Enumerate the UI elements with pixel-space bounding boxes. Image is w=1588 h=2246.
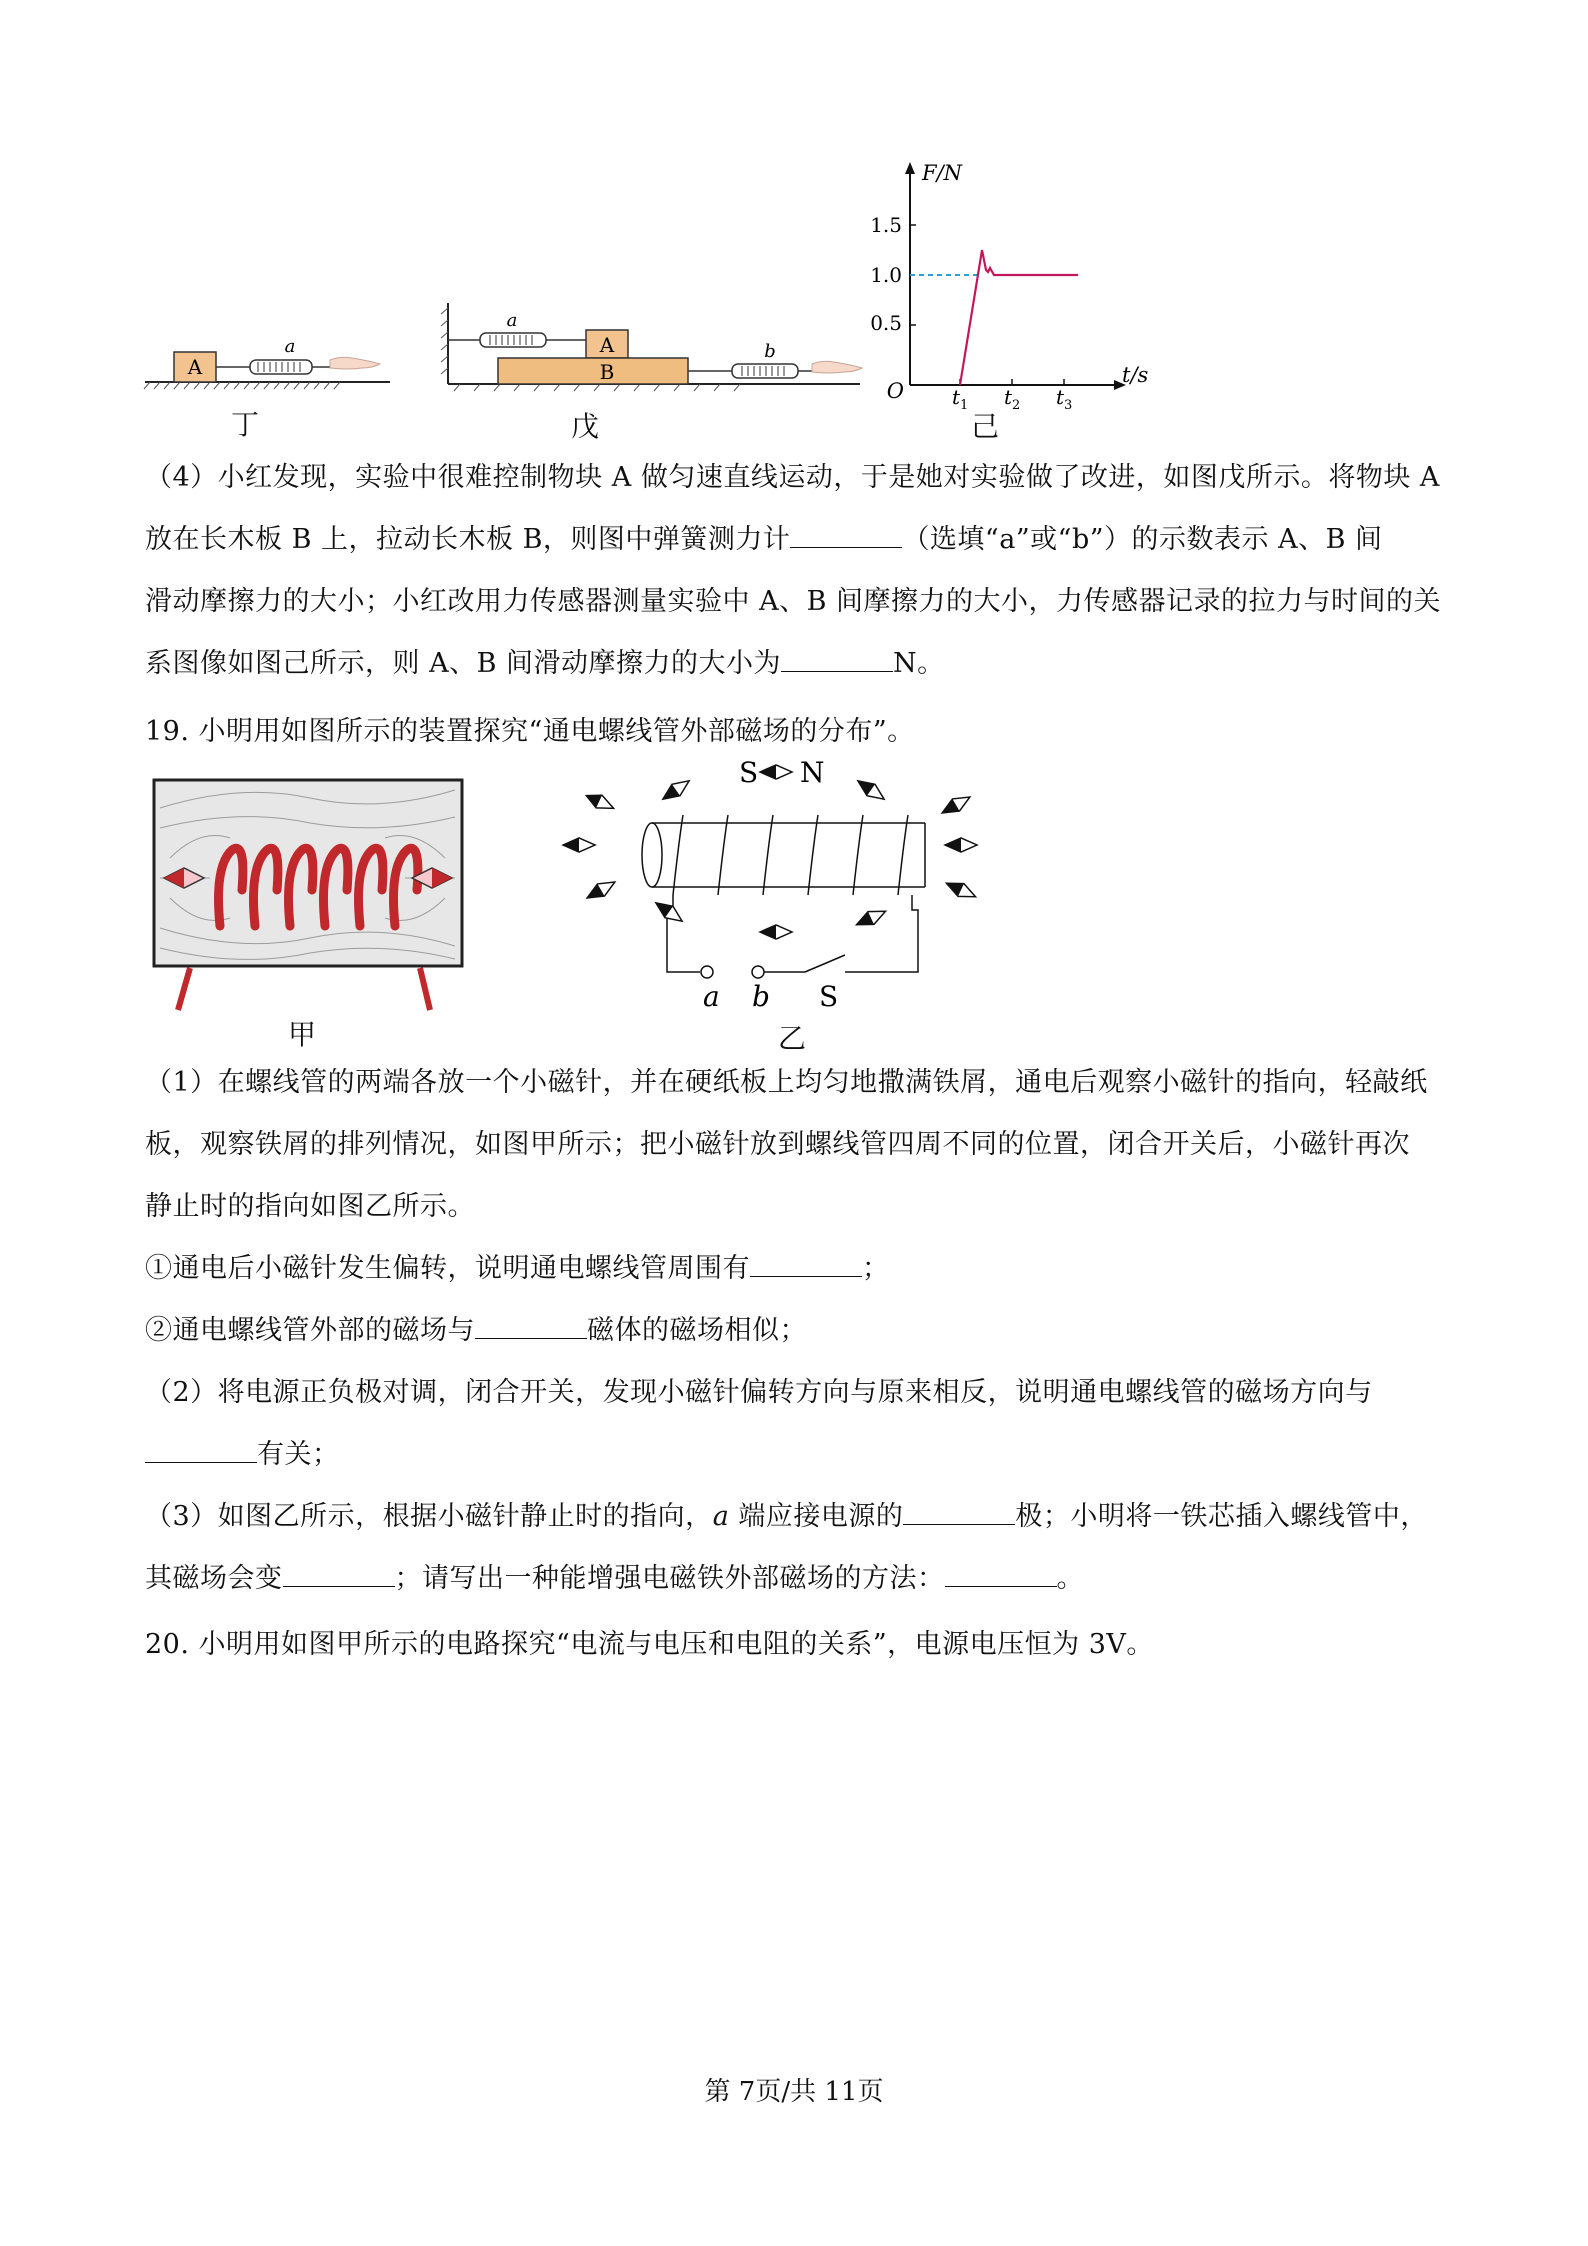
- x-tick-t3: $t_3$: [1056, 385, 1073, 413]
- y-tick-label: 1.0: [870, 263, 902, 287]
- q19-p3-text: （3）如图乙所示，根据小磁针静止时的指向，: [145, 1501, 713, 1532]
- origin-label: O: [886, 379, 904, 403]
- x-tick-t2: $t_2$: [1004, 385, 1021, 413]
- q19-p3-italic-a: a: [712, 1501, 730, 1532]
- q19-p3-text: 。: [1056, 1563, 1084, 1594]
- board-b: [498, 358, 688, 384]
- q19-s1-text: ①通电后小磁针发生偏转，说明通电螺线管周围有: [145, 1253, 750, 1284]
- q19-stem: 19. 小明用如图所示的装置探究“通电螺线管外部磁场的分布”。: [145, 716, 915, 747]
- caption-yi: 乙: [777, 1022, 806, 1055]
- q18-p4-line2-text: 放在长木板 B 上，拉动长木板 B，则图中弹簧测力计: [145, 524, 791, 555]
- switch-s-label: S: [819, 980, 839, 1013]
- hand-icon: [330, 357, 380, 369]
- q19-p2-line1: （2）将电源正负极对调，闭合开关，发现小磁针偏转方向与原来相反，说明通电螺线管的磁场方向与: [145, 1377, 1373, 1408]
- y-tick-label: 1.5: [870, 213, 902, 237]
- q18-p4-line3: 滑动摩擦力的大小；小红改用力传感器测量实验中 A、B 间摩擦力的大小，力传感器记录的拉力与时间的关: [145, 586, 1442, 617]
- q19-p3-text: 极；小明将一铁芯插入螺线管中，: [1015, 1501, 1428, 1532]
- spring-a-label: a: [506, 310, 518, 331]
- q19-p1-line1: （1）在螺线管的两端各放一个小磁针，并在硬纸板上均匀地撒满铁屑，通电后观察小磁针的指向，轻敲纸: [145, 1067, 1428, 1098]
- solenoid-coil: [673, 815, 908, 895]
- switch-lever: [805, 955, 845, 972]
- q19-s1-text: ；: [862, 1253, 890, 1284]
- hand-icon: [812, 361, 862, 373]
- caption-wu: 戊: [570, 410, 599, 443]
- spring-a-label: a: [284, 336, 296, 357]
- q19-p3-text: ；请写出一种能增强电磁铁外部磁场的方法：: [394, 1563, 945, 1594]
- x-axis-label: t/s: [1122, 363, 1149, 387]
- q19-s1: [145, 1249, 890, 1289]
- q19-s2: [145, 1311, 807, 1351]
- caption-jia: 甲: [287, 1018, 316, 1051]
- q19-p3-text: 其磁场会变: [145, 1563, 283, 1594]
- answer-blank-direction[interactable]: [145, 1438, 257, 1463]
- q19-p1-line2: 板，观察铁屑的排列情况，如图甲所示；把小磁针放到螺线管四周不同的位置，闭合开关后，小磁针再次: [145, 1129, 1410, 1160]
- y-axis-label: F/N: [922, 161, 963, 185]
- terminal-a-label: a: [703, 980, 720, 1013]
- answer-blank-pole[interactable]: [903, 1500, 1015, 1525]
- figure-ji-graph: [860, 150, 1160, 420]
- q18-p4-line4-text: 系图像如图己所示，则 A、B 间滑动摩擦力的大小为: [145, 648, 782, 679]
- block-a-label: A: [599, 333, 615, 357]
- q19-p2-line2-text: 有关；: [257, 1439, 340, 1470]
- x-tick-t1: $t_1$: [952, 385, 969, 413]
- terminal-b-label: b: [752, 980, 770, 1013]
- block-a-label: A: [187, 355, 203, 379]
- caption-ji: 己: [970, 410, 999, 443]
- page-footer: 第 7页/共 11页: [704, 2077, 884, 2107]
- q18-p4-line2-text: （选填“a”或“b”）的示数表示 A、B 间: [902, 524, 1383, 555]
- answer-blank-field[interactable]: [750, 1252, 862, 1277]
- q20-stem: 20. 小明用如图甲所示的电路探究“电流与电压和电阻的关系”，电源电压恒为 3V。: [145, 1629, 1154, 1660]
- q18-p4-line4: [145, 644, 945, 684]
- answer-blank-magnet-shape[interactable]: [475, 1314, 587, 1339]
- compass-needle-icon: [583, 789, 616, 814]
- figure-wu: [440, 298, 870, 393]
- caption-ding: 丁: [230, 408, 259, 441]
- q18-p4-line1: （4）小红发现，实验中很难控制物块 A 做匀速直线运动，于是她对实验做了改进，如图戊所示。将物块 A: [145, 462, 1440, 493]
- q19-p3-line2: [145, 1559, 1084, 1599]
- force-time-curve: [960, 250, 1078, 385]
- answer-blank-spring[interactable]: [790, 523, 902, 548]
- q19-p3-line1: [145, 1497, 1428, 1537]
- needle-s-label: S: [739, 756, 759, 789]
- answer-blank-friction[interactable]: [781, 647, 893, 672]
- figure-jia-photo: [150, 778, 470, 1018]
- q18-p4-line2: [145, 520, 1383, 560]
- q19-s2-text: ②通电螺线管外部的磁场与: [145, 1315, 475, 1346]
- figure-yi-circuit: [555, 750, 1005, 1020]
- q19-p3-text: 端应接电源的: [729, 1501, 904, 1532]
- spring-b-label: b: [764, 341, 776, 362]
- answer-blank-method[interactable]: [945, 1562, 1057, 1587]
- y-tick-label: 0.5: [870, 311, 902, 335]
- q19-s2-text: 磁体的磁场相似；: [587, 1315, 807, 1346]
- q19-p2-line2: [145, 1435, 340, 1475]
- figure-ding: [140, 330, 400, 390]
- q19-p1-line3: 静止时的指向如图乙所示。: [145, 1191, 475, 1222]
- needle-n-label: N: [800, 756, 825, 789]
- answer-blank-strength[interactable]: [283, 1562, 395, 1587]
- spring-meter-a: [250, 360, 312, 374]
- q18-p4-line4-text: N。: [893, 648, 945, 679]
- board-b-label: B: [599, 360, 615, 384]
